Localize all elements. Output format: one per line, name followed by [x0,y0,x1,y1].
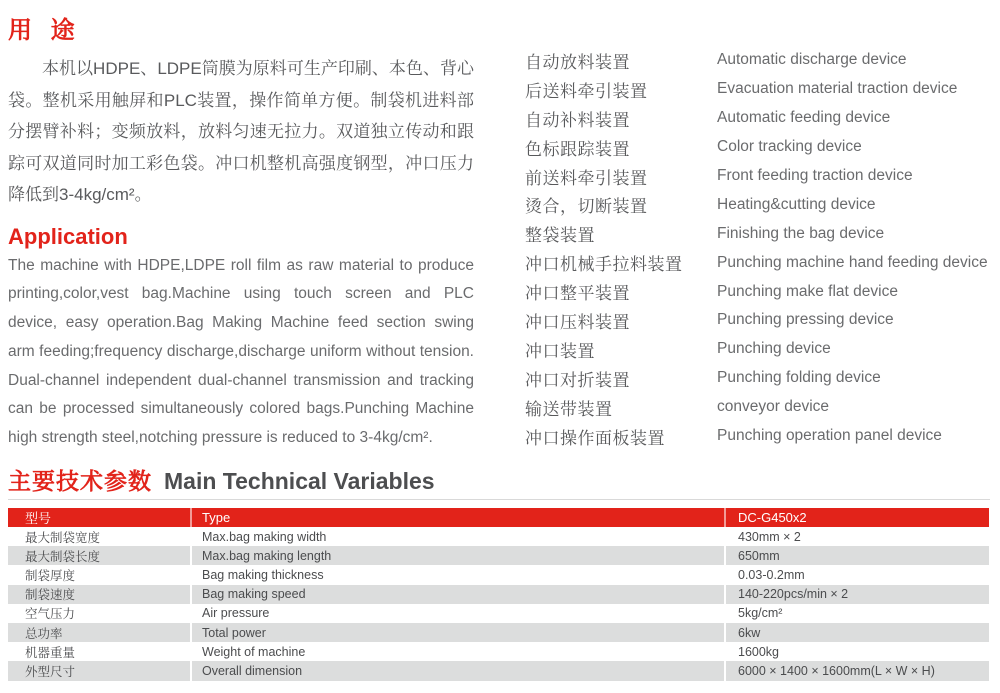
spec-value: 6kw [725,623,989,642]
device-list-item [525,104,995,133]
device-name-en: Automatic feeding device [717,109,891,127]
device-name-zh: 冲口操作面板装置 [525,428,665,448]
device-name-en: Evacuation material traction device [717,80,958,98]
device-name-en: Automatic discharge device [717,51,907,69]
device-list-item [525,46,995,75]
specs-title-en: Main Technical Variables [164,468,435,494]
device-list-item [525,364,995,393]
spec-name-en: Weight of machine [191,642,725,661]
device-list-item [525,277,995,306]
device-list-item [525,133,995,162]
left-column [8,16,474,453]
spec-name-zh: 机器重量 [25,645,76,660]
device-name-en: Punching folding device [717,369,881,387]
spec-name-en: Total power [191,623,725,642]
spec-name-zh: 空气压力 [25,607,76,622]
usage-paragraph: 本机以HDPE、LDPE筒膜为原料可生产印刷、本色、背心袋。整机采用触屏和PLC装置，操作简单方便。制袋机进料部分摆臂补料；变频放料，放料匀速无拉力。双道独立传动和跟踪可双道同时加工彩色袋。冲口机整机高强度钢型，冲口压力降低到3-4kg/cm²。 [8,59,474,204]
device-name-en: Finishing the bag device [717,224,885,242]
spec-name-zh: 总功率 [25,626,63,641]
device-list-item [525,306,995,335]
usage-section-title: 用 途 [8,17,76,44]
value-column-header: DC-G450x2 [725,508,989,527]
device-list-item [525,219,995,248]
spec-name-en: Air pressure [191,604,725,623]
device-name-zh: 烫合，切断装置 [525,197,648,217]
spec-name-zh: 制袋速度 [25,588,76,603]
specs-table-header-row [8,508,989,527]
device-name-en: Punching machine hand feeding device [717,253,988,271]
spec-value: 5kg/cm² [725,604,989,623]
device-name-en: Punching make flat device [717,282,898,300]
device-name-zh: 整袋装置 [525,226,595,246]
table-row [8,642,989,661]
spec-value: 140-220pcs/min × 2 [725,585,989,604]
spec-value: 6000 × 1400 × 1600mm(L × W × H) [725,661,989,680]
spec-name-en: Max.bag making width [191,527,725,546]
device-list-item [525,75,995,104]
spec-name-en: Bag making thickness [191,565,725,584]
spec-name-zh: 制袋厚度 [25,568,76,583]
device-name-zh: 冲口压料装置 [525,312,630,332]
table-row [8,546,989,565]
spec-name-zh: 最大制袋长度 [25,549,101,564]
device-list-item [525,335,995,364]
device-name-zh: 输送带装置 [525,399,613,419]
table-row [8,585,989,604]
device-list-item [525,190,995,219]
table-row [8,604,989,623]
application-paragraph: The machine with HDPE,LDPE roll film as raw material to produce printing,color,vest bag.Machine using touch screen and PLC device, easy operation.Bag Making Machine feed section swing arm feeding;frequency discharge,discharge uniform without tension. Dual-channel independent dual-channel transmission and tracking can be processed simultaneously colored bags.Punching Machine high strength steel,notching pressure is reduced to 3-4kg/cm². [8,256,474,447]
spec-name-en: Bag making speed [191,585,725,604]
device-name-zh: 冲口机械手拉料装置 [525,255,683,275]
table-row [8,623,989,642]
spec-name-zh: 外型尺寸 [25,664,76,679]
specs-title-zh: 主要技术参数 [8,468,152,494]
spec-value: 650mm [725,546,989,565]
device-list-item [525,393,995,422]
device-name-en: Heating&cutting device [717,195,876,213]
spec-value: 0.03-0.2mm [725,565,989,584]
table-row [8,661,989,680]
specs-table [8,508,989,681]
spec-name-en: Overall dimension [191,661,725,680]
device-list-item [525,422,995,451]
device-name-zh: 自动放料装置 [525,52,630,72]
device-name-en: Punching operation panel device [717,427,942,445]
device-list-item [525,162,995,191]
type-column-header: Type [191,508,725,527]
spec-name-en: Max.bag making length [191,546,725,565]
device-name-zh: 自动补料装置 [525,110,630,130]
device-name-zh: 前送料牵引装置 [525,168,648,188]
spec-value: 430mm × 2 [725,527,989,546]
device-name-en: Front feeding traction device [717,167,913,184]
model-column-header: 型号 [8,508,191,527]
device-list-item [525,248,995,277]
spec-value: 1600kg [725,642,989,661]
device-name-zh: 冲口对折装置 [525,370,630,390]
divider-line [8,499,990,500]
table-row [8,527,989,546]
device-name-zh: 后送料牵引装置 [525,81,648,101]
device-name-en: Punching pressing device [717,311,894,329]
spec-name-zh: 最大制袋宽度 [25,530,101,545]
device-name-zh: 冲口整平装置 [525,284,630,304]
specs-section-title [8,466,435,496]
device-name-zh: 冲口装置 [525,341,595,361]
device-name-en: Punching device [717,340,831,358]
device-name-en: Color tracking device [717,138,862,156]
application-section-title: Application [8,223,128,249]
table-row [8,565,989,584]
device-name-en: conveyor device [717,398,830,416]
device-list [525,46,995,450]
device-name-zh: 色标跟踪装置 [525,139,630,159]
